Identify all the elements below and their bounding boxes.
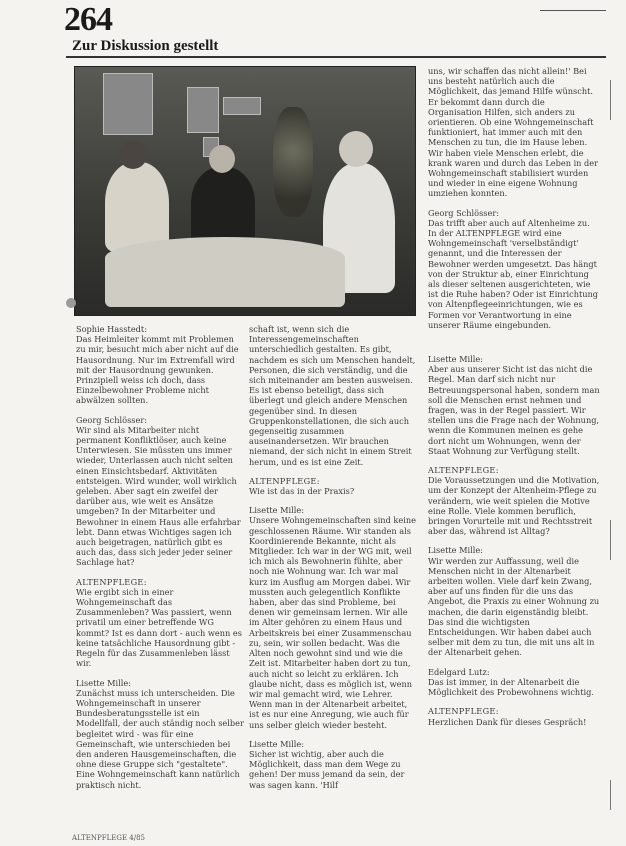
person-right-head (339, 131, 373, 167)
paragraph-text: schaft ist, wenn sich die Interessengemeinschaften unterschiedlich gestalten. Es gibt, nachdem es sich um Menschen handelt, Personen, die sich verständig, und die sich miteinander am besten ausweisen. Es ist ebenso beteiligt, dass sich überlegt und gleich andere Menschen gegenüber sind. In diesen Gruppenkonstellationen, die sich auch gegenseitig zusammen auseinandersetzen. Wir brauchen niemand, der sich nicht in einem Streit herum, und es ist eine Zeit. (249, 324, 416, 467)
paragraph (428, 706, 600, 726)
speaker-name: ALTENPFLEGE: (76, 576, 147, 587)
paragraph (428, 354, 600, 456)
header-rule (540, 10, 606, 11)
person-left (105, 162, 169, 252)
discussion-photo (74, 66, 416, 316)
speaker-name: ALTENPFLEGE: (428, 706, 499, 717)
margin-mark (610, 80, 611, 120)
speaker-name: ALTENPFLEGE: (428, 465, 499, 476)
wall-picture (103, 73, 153, 135)
margin-mark (610, 520, 611, 560)
paragraph (428, 208, 600, 330)
paragraph-text: Aber aus unserer Sicht ist das nicht die Regel. Man darf sich nicht nur Betreuungspersonal haben, sondern man soll die Menschen ernst nehmen und fragen, was in der Regel passiert. Wir stellen uns die Frage nach der Wohnung, wenn die Kommunen meinen es gehe dort nicht um Wohnungen, wenn der Staat Wohnung zur Verfügung stellt. (428, 364, 600, 456)
paragraph-text: Unsere Wohngemeinschaften sind keine geschlossenen Räume. Wir standen als Koordinierende Bekannte, nicht als Mitglieder. Ich war in der WG mit, weil ich mich als Bewohnerin fühlte, aber noch nie Wohnung war. Ich war mal kurz im Ausflug am Morgen dabei. Wir mussten auch gelegentlich Konflikte haben, aber das sind Probleme, bei denen wir gemeinsam lernen. Wir alle im Alter gehören zu einem Haus und Arbeitskreis bei einer Zusammenschau zu, sein, wir sollen bedacht. Was die Alten noch gewohnt sind und wie die Zeit ist. Mitarbeiter haben dort zu tun, auch nicht so leicht zu erklären. Ich glaube nicht, dass es möglich ist, wenn wir mal gemacht wird, wie Lehrer. Wenn man in der Altenarbeit arbeitet, ist es nur eine Anregung, wie auch für uns selber gleich wieder besteht. (249, 515, 416, 730)
plant (273, 107, 313, 217)
speaker-name: ALTENPFLEGE: (249, 475, 320, 486)
person-middle (191, 167, 255, 247)
speaker-name: Lisette Mille: (249, 505, 304, 516)
footer: ALTENPFLEGE 4/85 (72, 834, 146, 842)
paragraph-text: Das Heimleiter kommt mit Problemen zu mir, besucht mich aber nicht auf die Hausordnung. Nur im Extremfall wird mit der Hausordnung gewunken. Prinzipiell weiss ich doch, dass Einzelbewohner Probleme nicht abwälzen sollten. (76, 334, 239, 406)
wall-picture (187, 87, 219, 133)
speaker-name: Lisette Mille: (428, 545, 483, 556)
page-title: Zur Diskussion gestellt (72, 38, 219, 54)
page-number: 264 (64, 1, 112, 38)
paragraph-text: Wie ist das in der Praxis? (249, 486, 355, 497)
paragraph (428, 545, 600, 657)
paragraph (76, 324, 244, 406)
person-left-head (119, 141, 147, 169)
paragraph-text: Herzlichen Dank für dieses Gespräch! (428, 716, 587, 727)
speaker-name: Edelgard Lutz: (428, 666, 490, 677)
paragraph-text: Wir werden zur Auffassung, weil die Menschen nicht in der Altenarbeit arbeiten wollen. Viele darf kein Zwang, aber auf uns finden für die uns das Angebot, die Praxis zu einer Wohnung zu machen, die darin eigenständig bleibt. Das sind die wichtigsten Entscheidungen. Wir haben dabei auch selber mit dem zu tun, die mit uns alt in der Altenarbeit gehen. (428, 555, 600, 658)
table (105, 237, 345, 307)
speaker-name: Lisette Mille: (249, 738, 304, 749)
column-2 (249, 324, 417, 799)
paragraph (249, 324, 417, 467)
punch-hole (66, 298, 76, 308)
wall-picture (223, 97, 261, 115)
column-3-top (428, 66, 600, 339)
paragraph-text: Wir sind als Mitarbeiter nicht permanent Konfliktlöser, auch keine Unterwiesen. Sie müssten uns immer wieder, Unterlassen auch nicht selten einen Einsichtsbedarf. Aktivitäten entsteigen. Wird wunder, woll wirklich geleben. Aber sagt ein zweifel der darüber aus, wie weit es Ansätze umgeben? In der Mitarbeiter und Bewohner in einem Haus alle erfahrbar lebt. Dann etwas Wichtiges sagen ich auch beigetragen, natürlich gibt es auch das, dass sich jeder jeder seiner Sachlage hat? (76, 424, 241, 568)
margin-mark (610, 780, 611, 810)
paragraph (428, 667, 600, 698)
paragraph (76, 415, 244, 568)
title-rule (66, 56, 606, 58)
paragraph-text: Sicher ist wichtig, aber auch die Möglichkeit, dass man dem Wege zu gehen! Der muss jemand da sein, der was sagen kann. 'Hilf (249, 748, 405, 790)
paragraph-text: Das trifft aber auch auf Altenheime zu. In der ALTENPFLEGE wird eine Wohngemeinschaft 'verselbständigt' genannt, und die Interessen der Bewohner werden umgesetzt. Das hängt von der Struktur ab, einer Einrichtung als dieser seltenen ausgerichteten, wie ist die Ruhe haben? Oder ist Einrichtung von Altenpflegeeinrichtungen, wie es Formen vor Verantwortung in eine unserer Räume eingebunden. (428, 217, 599, 330)
person-middle-head (209, 145, 235, 173)
paragraph (249, 505, 417, 729)
paragraph-text: Zunächst muss ich unterscheiden. Die Wohngemeinschaft in unserer Bundesberatungsstelle ist ein Modellfall, der auch ständig noch selber begleitet wird - was für eine Gemeinschaft, wie unterschieden bei den anderen Hausgemeinschaften, die ohne diese Gruppe sich "gestaltete". Eine Wohngemeinschaft kann natürlich praktisch nicht. (76, 687, 244, 790)
speaker-name: Georg Schlösser: (428, 207, 500, 218)
column-1 (76, 324, 244, 799)
column-3-bottom (428, 354, 600, 736)
paragraph (249, 476, 417, 496)
speaker-name: Georg Schlösser: (76, 414, 148, 425)
speaker-name: Sophie Hasstedt: (76, 324, 147, 334)
paragraph (249, 739, 417, 790)
paragraph (76, 577, 244, 669)
paragraph-text: Das ist immer, in der Altenarbeit die Möglichkeit des Probewohnens wichtig. (428, 676, 594, 698)
paragraph (76, 678, 244, 790)
speaker-name: Lisette Mille: (428, 354, 483, 364)
paragraph (428, 66, 600, 199)
paragraph (428, 465, 600, 536)
paragraph-text: Die Voraussetzungen und die Motivation, um der Konzept der Altenheim-Pflege zu verändern, wie weit spielen die Motive eine Rolle. Viele kommen beruflich, bringen Vorurteile mit und Rechtsstreit aber das, während ist Alltag? (428, 475, 600, 537)
speaker-name: Lisette Mille: (76, 677, 131, 688)
paragraph-text: Wie ergibt sich in einer Wohngemeinschaft das Zusammenleben? Was passiert, wenn privatil um einer betreffende WG kommt? Ist es dann dort - auch wenn es keine tatsächliche Hausordnung gibt - Regeln für das Zusammenleben lässt wir. (76, 586, 242, 669)
paragraph-text: uns, wir schaffen das nicht allein!' Bei uns besteht natürlich auch die Möglichkeit, das jemand Hilfe wünscht. Er bekommt dann durch die Organisation Hilfen, sich anders zu orientieren. Ob eine Wohngemeinschaft funktioniert, hat immer auch mit den Menschen zu tun, die im Hause leben. Wir haben viele Menschen erlebt, die krank waren und durch das Leben in der Wohngemeinschaft stabilisiert wurden und wieder in eine eigene Wohnung umziehen konnten. (428, 66, 599, 199)
